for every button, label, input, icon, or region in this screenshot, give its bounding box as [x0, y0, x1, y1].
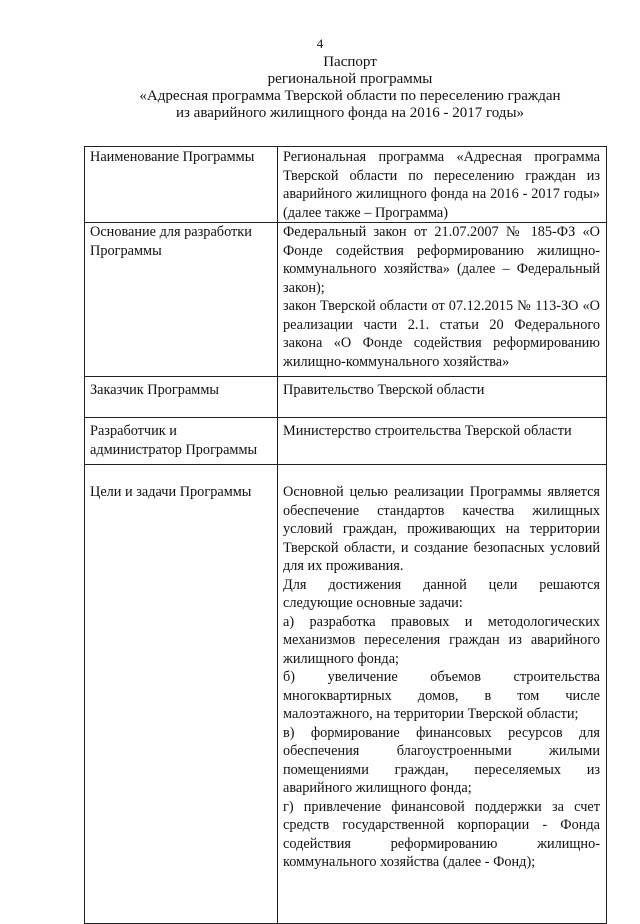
basis-paragraph-2: закон Тверской области от 07.12.2015 № 113-ЗО «О реализации части 2.1. статьи 20 Федерального закона «О Фонде содействия реформированию жилищно-коммунального хозяйства»	[283, 298, 600, 370]
title-line-3: «Адресная программа Тверской области по переселению граждан	[139, 88, 561, 104]
table-row	[85, 418, 607, 465]
row-label-basis: Основание для разработки Программы	[85, 223, 278, 377]
table-row	[85, 377, 607, 418]
row-label-name: Наименование Программы	[85, 147, 278, 223]
goals-paragraph-2: Для достижения данной цели решаются следующие основные задачи:	[283, 576, 600, 611]
row-value-customer: Правительство Тверской области	[278, 377, 607, 418]
developer-label-line-2: администратор Программы	[90, 441, 258, 458]
page-number: 4	[316, 36, 324, 51]
goals-task-c: в) формирование финансовых ресурсов для обеспечения благоустроенными жилыми помещениями граждан, переселяемых из аварийного жилищного фонда;	[283, 724, 600, 796]
row-label-goals: Цели и задачи Программы	[85, 465, 278, 924]
table-row	[85, 223, 607, 377]
row-value-developer: Министерство строительства Тверской области	[278, 418, 607, 465]
goals-task-a: а) разработка правовых и методологических механизмов переселения граждан из аварийного жилищного фонда;	[283, 613, 600, 667]
title-line-1: Паспорт	[323, 54, 377, 70]
basis-paragraph-1: Федеральный закон от 21.07.2007 № 185-ФЗ «О Фонде содействия реформированию жилищно-коммунального хозяйства» (далее – Федеральный закон);	[283, 224, 600, 296]
passport-table	[84, 146, 607, 924]
goals-paragraph-1: Основной целью реализации Программы является обеспечение стандартов качества жилищных условий граждан, проживающих на территории Тверской области, и создание безопасных условий для их проживания.	[283, 484, 600, 574]
row-label-developer	[85, 418, 278, 465]
title-line-4: из аварийного жилищного фонда на 2016 - 2017 годы»	[175, 105, 525, 121]
table-row	[85, 147, 607, 223]
row-value-name: Региональная программа «Адресная программа Тверской области по переселению граждан из аварийного жилищного фонда на 2016 - 2017 годы» (далее также – Программа)	[278, 147, 607, 223]
developer-label-line-1: Разработчик и	[90, 423, 177, 439]
goals-task-d: г) привлечение финансовой поддержки за счет средств государственной корпорации - Фонда содействия реформированию жилищно-коммунального хозяйства (далее - Фонд);	[283, 798, 600, 870]
row-value-goals	[278, 465, 607, 924]
title-line-2: региональной программы	[267, 71, 433, 87]
goals-task-b: б) увеличение объемов строительства многоквартирных домов, в том числе малоэтажного, на территории Тверской области;	[283, 669, 600, 722]
row-label-customer: Заказчик Программы	[85, 377, 278, 418]
document-title	[60, 54, 640, 122]
table-row	[85, 465, 607, 924]
row-value-basis	[278, 223, 607, 377]
